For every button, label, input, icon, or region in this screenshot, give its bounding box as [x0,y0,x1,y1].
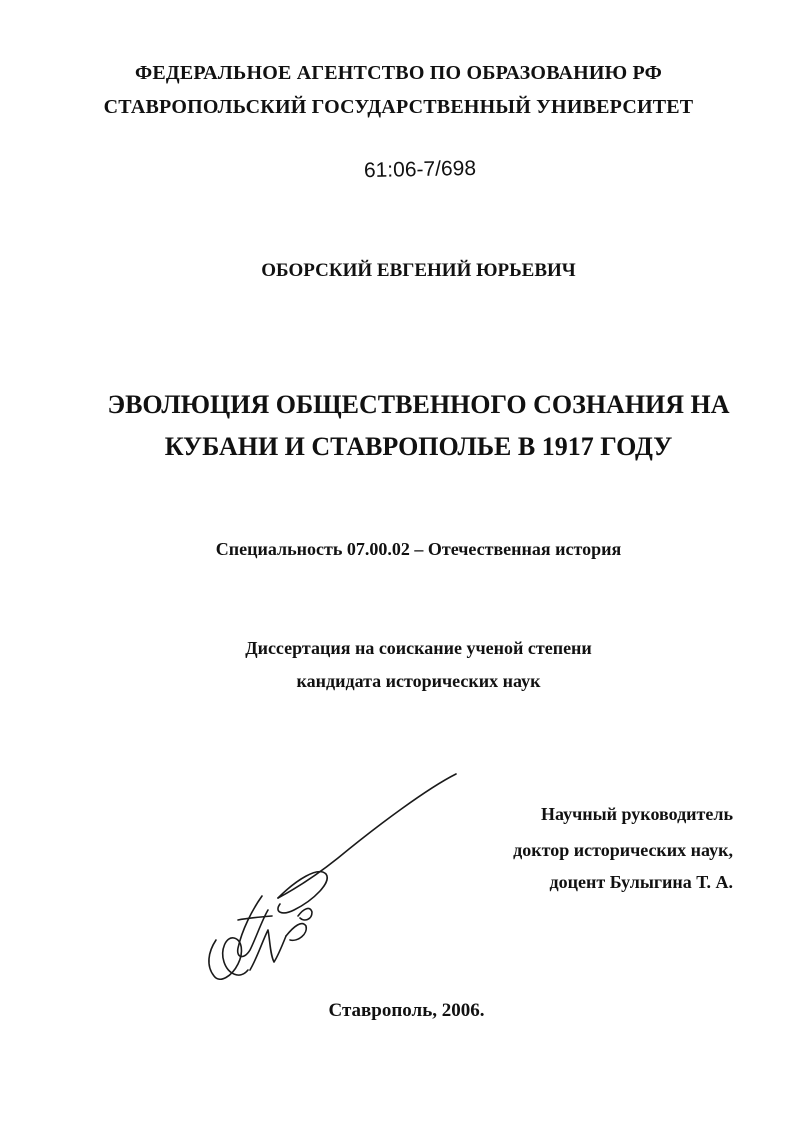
signature-loop-stroke [278,872,327,913]
signature-flourish-stroke [278,774,456,898]
handwritten-signature [198,770,460,990]
degree-statement-line-2: кандидата исторических наук [296,671,541,691]
signature-letters-stroke [238,896,268,957]
supervisor-degree: доктор исторических наук, [513,840,733,860]
supervisor-label: Научный руководитель [541,804,733,824]
specialty-line: Специальность 07.00.02 – Отечественная история [215,539,622,559]
catalog-number: 61:06-7/698 [363,156,477,183]
dissertation-title-line-2: КУБАНИ И СТАВРОПОЛЬЕ В 1917 ГОДУ [164,432,673,461]
place-and-year: Ставрополь, 2006. [328,1000,485,1021]
agency-name: ФЕДЕРАЛЬНОЕ АГЕНТСТВО ПО ОБРАЗОВАНИЮ РФ [135,62,662,84]
degree-statement-line-1: Диссертация на соискание ученой степени [245,638,592,658]
university-name: СТАВРОПОЛЬСКИЙ ГОСУДАРСТВЕННЫЙ УНИВЕРСИТЕТ [103,96,694,118]
dissertation-title-line-1: ЭВОЛЮЦИЯ ОБЩЕСТВЕННОГО СОЗНАНИЯ НА [107,390,730,419]
supervisor-name: доцент Булыгина Т. А. [549,872,733,892]
author-name: ОБОРСКИЙ ЕВГЕНИЙ ЮРЬЕВИЧ [261,260,576,281]
